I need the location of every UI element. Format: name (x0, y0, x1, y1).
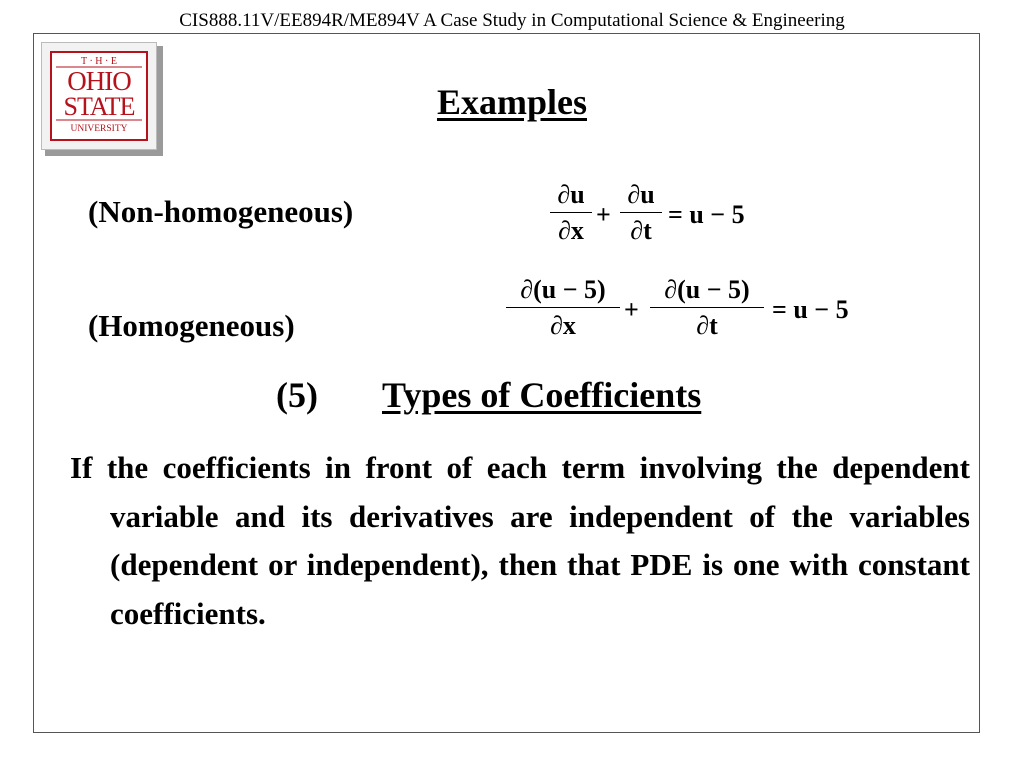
example-label-homogeneous: (Homogeneous) (88, 308, 295, 343)
section-number: (5) (276, 375, 318, 415)
plus-operator: + (596, 200, 611, 229)
definition-paragraph: If the coefficients in front of each term involving the dependent variable and its derivatives are independent of the variables (dependent or independent), then that PDE is one with constant coefficients. (70, 450, 970, 631)
numerator: ∂u (557, 180, 585, 209)
plus-operator: + (624, 295, 639, 324)
fraction-bar (506, 307, 620, 308)
fraction-bar (620, 212, 662, 213)
logo-the-text: T · H · E (81, 56, 117, 67)
fraction-bar (650, 307, 764, 308)
logo-state-text: STATE (63, 92, 135, 121)
fraction-du5-dt (650, 275, 764, 341)
section-heading (382, 373, 701, 417)
fraction-du-dt (620, 180, 662, 246)
equation-homogeneous (500, 275, 880, 360)
equation-rhs: = u − 5 (772, 295, 849, 324)
fraction-du5-dx (506, 275, 620, 341)
equation-nonhomogeneous (540, 180, 780, 260)
denominator: ∂x (550, 311, 576, 340)
fraction-bar (550, 212, 592, 213)
equation-rhs: = u − 5 (668, 200, 745, 229)
logo-ohio-text: OHIO (67, 66, 131, 96)
denominator: ∂t (630, 216, 652, 245)
denominator: ∂x (558, 216, 584, 245)
course-header: CIS888.11V/EE894R/ME894V A Case Study in Computational Science & Engineering (179, 10, 845, 31)
section-title-text: Types of Coefficients (382, 375, 702, 415)
fraction-du-dx (550, 180, 592, 246)
logo-university-text: UNIVERSITY (70, 124, 128, 134)
numerator: ∂(u − 5) (664, 275, 750, 304)
numerator: ∂(u − 5) (520, 275, 606, 304)
slide-title (0, 80, 1024, 124)
example-label-nonhomogeneous: (Non-homogeneous) (88, 194, 354, 229)
slide-title-text: Examples (436, 82, 587, 122)
denominator: ∂t (696, 311, 718, 340)
numerator: ∂u (627, 180, 655, 209)
